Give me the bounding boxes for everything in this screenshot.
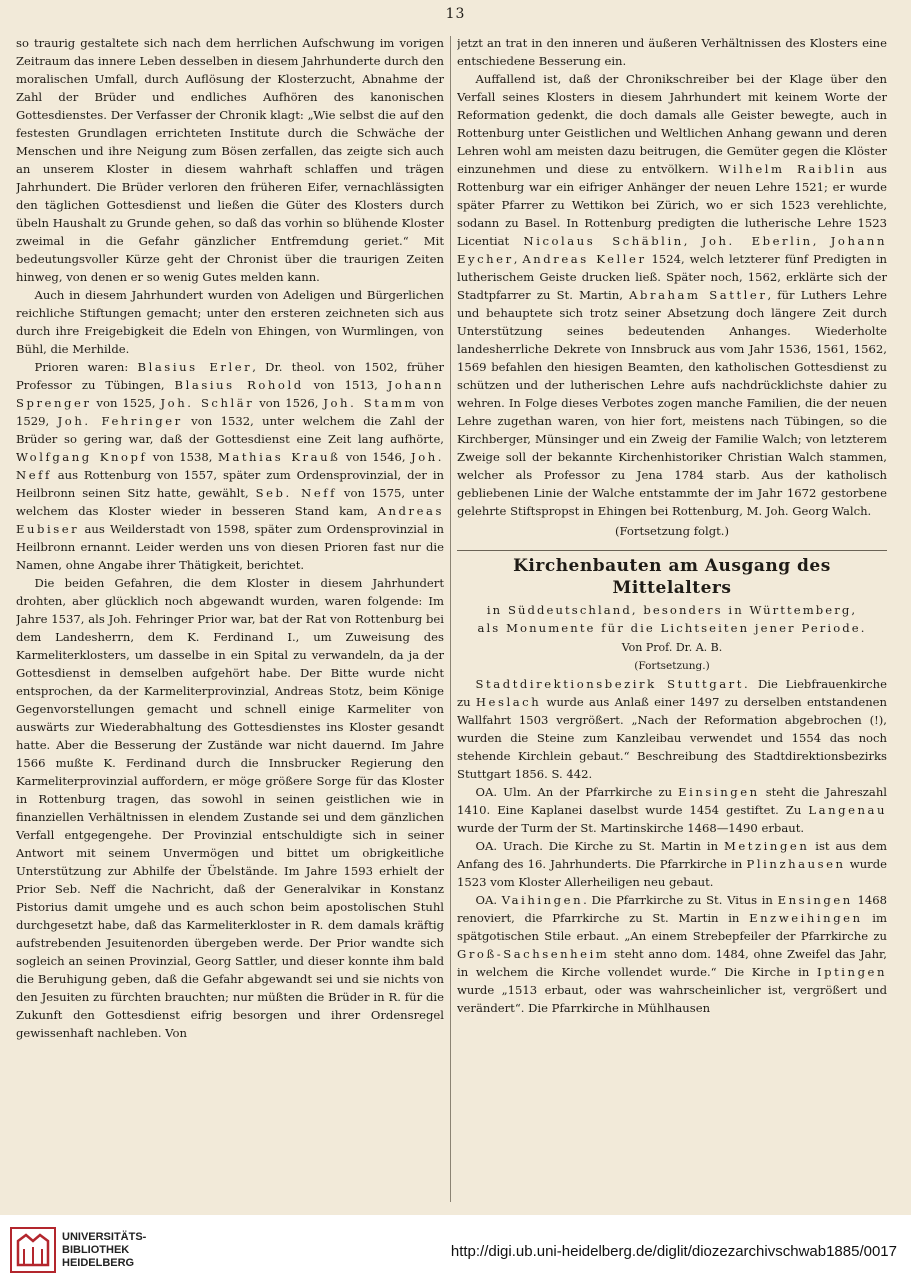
text-run: , Dr. theol. von 1502, früher Professor zu Tübingen, [16, 360, 444, 392]
person-name: Joh. Stamm [323, 396, 419, 410]
text-run: OA. Urach. Die Kirche zu St. Martin in [475, 839, 724, 853]
article-subtitle: in Süddeutschland, besonders in Württemberg, [486, 603, 858, 617]
text-run: von 1532, unter welchem die Zahl der Brüder so gering war, daß der Gottesdienst eine Zeit lang aufhörte, [16, 414, 444, 446]
place-name: Langenau [808, 803, 887, 817]
text-run: , [513, 252, 523, 266]
text-run: wurde 1523 vom Kloster Allerheiligen neu gebaut. [457, 857, 887, 889]
person-name: Blasius Erler [137, 360, 253, 374]
text-run: von 1526, [254, 396, 324, 410]
text-run: im spätgotischen Stile erbaut. „An einem Strebepfeiler der Pfarrkirche zu [457, 911, 887, 943]
place-name: Ensingen [777, 893, 853, 907]
paragraph: jetzt an trat in den inneren und äußeren Verhältnissen des Klosters eine entschiedene Besserung ein. [457, 36, 887, 68]
continuation-note: (Fortsetzung.) [634, 660, 710, 672]
text-run: aus Weilderstadt von 1598, später zum Ordensprovinzial in Heilbronn ernannt. Leider werden uns von diesen Prioren fast nur die Namen, ohne Angabe ihrer Thätigkeit, berichtet. [16, 522, 444, 572]
place-name: Enzweihingen [749, 911, 863, 925]
paragraph: so traurig gestaltete sich nach dem herrlichen Aufschwung im vorigen Zeitraum das innere Leben desselben in diesem Jahrhunderte durch den moralischen Umfall, durch Auflösung der Klosterzucht, Abnahme der Zahl der Brüder und endliches Aufhören des kanonischen Gottesdienstes. Der Verfasser der Chronik klagt: „Wie selbst die auf den festesten Grundlagen errichteten Institute durch die Schwäche der Menschen und ihre Neigung zum Bösen zerfallen, das zeigte sich auch an unserem Kloster in diesem wahrhaft schlaffen und trägen Jahrhundert. Die Brüder verloren den früheren Eifer, vernachlässigten den täglichen Gottesdienst und ließen die Güter des Klosters durch übeln Haushalt zu Grunde gehen, so daß das vorhin so blühende Kloster zweimal in die Gefahr gänzlicher Entfremdung geriet.“ Mit bedeutungsvoller Kürze geht der Chronist über die traurigen Zeiten hinweg, von denen er so wenig Gutes melden kann. [16, 36, 444, 284]
person-name: Johann Eycher [457, 234, 887, 266]
place-name: Einsingen [678, 785, 760, 799]
district-paragraph [457, 783, 887, 837]
person-name: Blasius Rohold [174, 378, 304, 392]
text-run: wurde „1513 erbaut, oder was wahrscheinlicher ist, vergrößert und verändert“. Die Pfarrkirche in Mühlhausen [457, 983, 887, 1015]
text-run: Die Liebfrauenkirche zu [457, 677, 887, 709]
text-run: von 1529, [16, 396, 444, 428]
place-name: Metzingen [723, 839, 810, 853]
text-run: , für Luthers Lehre und behauptete sich trotz seiner Absetzung doch längere Zeit durch Unterstützung seines bedeutenden Anhanges. Wiederholte landesherrliche Dekrete von Innsbruck aus vom Jahr 1536, 1561, 1562, 1569 befahlen den hiesigen Beamten, den katholischen Gottesdienst zu schützen und der lutherischen Lehre aufs nachdrücklichste dahier zu wehren. In Folge dieses Verbotes zogen manche Familien, die der neuen Lehre zugethan waren, von hier fort, meistens nach Tübingen, so die Kirchberger, Münsinger und ein Zweig der Familie Walch; von letzterem Zweige soll der bekannte Kirchenhistoriker Christian Walch stammen, welcher als Professor zu Jena 1784 starb. Aus der katholisch gebliebenen Linie der Walche entstammte der im Jahr 1672 gestorbene gelehrte Stiftspropst in Ehingen bei Rottenburg, M. Joh. Georg Walch. [457, 288, 887, 518]
text-run: von 1546, [340, 450, 411, 464]
text-run: ist aus dem Anfang des 16. Jahrhunderts. Die Pfarrkirche in [457, 839, 887, 871]
text-run: OA. Ulm. An der Pfarrkirche zu [475, 785, 679, 799]
person-name: Mathias Krauß [217, 450, 341, 464]
text-run: , [683, 234, 702, 248]
continuation-note: (Fortsetzung folgt.) [614, 524, 729, 538]
text-run: Prioren waren: [34, 360, 138, 374]
source-url-link[interactable]: http://digi.ub.uni-heidelberg.de/diglit/diozezarchivschwab1885/0017 [450, 1243, 897, 1260]
text-run: von 1513, [303, 378, 388, 392]
person-name: Andreas Eubiser [16, 504, 444, 536]
text-run: von 1525, [91, 396, 161, 410]
person-name: Wilhelm Raiblin [718, 162, 857, 176]
library-name-line: HEIDELBERG [62, 1257, 135, 1269]
district-paragraph [457, 891, 887, 1017]
person-name: Wolfgang Knopf [16, 450, 148, 464]
text-run: aus Rottenburg von 1557, später zum Ordensprovinzial, der in Heilbronn seinen Sitz hatte, gewählt, [16, 468, 444, 500]
article-byline: Von Prof. Dr. A. B. [621, 641, 723, 654]
library-name [62, 1231, 146, 1270]
column-divider [450, 36, 451, 1202]
text-run: . Die Pfarrkirche zu St. Vitus in [583, 893, 778, 907]
text-run: 1468 renoviert, die Pfarrkirche zu St. Martin in [457, 893, 887, 925]
library-name-line: BIBLIOTHEK [62, 1244, 130, 1256]
left-column [16, 34, 444, 1206]
right-column [457, 34, 887, 1206]
page-number: 13 [445, 6, 466, 22]
text-run: steht anno dom. 1484, ohne Zweifel das Jahr, in welchem die Kirche vollendet wurde.“ Die Kirche in [457, 947, 887, 979]
person-name: Nicolaus Schäblin [523, 234, 684, 248]
person-name: Andreas Keller [522, 252, 647, 266]
reformation-paragraph [457, 70, 887, 520]
district-label: Stadtdirektionsbezirk Stuttgart. [475, 677, 751, 691]
text-run: OA. [475, 893, 502, 907]
text-run: wurde der Turm der St. Martinskirche 1468—1490 erbaut. [457, 821, 805, 835]
text-run: wurde aus Anlaß einer 1497 zu derselben entstandenen Wallfahrt 1503 vergrößert. „Nach der Reformation abgebrochen (!), wurden die Steine zum Kanzleibau verwendet und 1554 das noch stehende Kirchlein gebaut.“ Beschreibung des Stadtdirektionsbezirks Stuttgart 1856. S. 442. [457, 695, 887, 781]
person-name: Johann Sprenger [16, 378, 444, 410]
place-name: Iptingen [816, 965, 887, 979]
paragraph: Die beiden Gefahren, die dem Kloster in diesem Jahrhundert drohten, aber glücklich noch abgewandt wurden, waren folgende: Im Jahre 1537, als Joh. Fehringer Prior war, bat der Rat von Rottenburg bei dem Landesherrn, dem K. Ferdinand I., um Zuweisung des Karmeliterklosters, um dasselbe in ein Spital zu verwandeln, da ja der Gottesdienst in demselben aufgehört habe. Der Bitte wurde nicht entsprochen, da der Karmeliterprovinzial, Andreas Stotz, beim Könige Gegenvorstellungen gemacht und schnell einige Karmeliter von auswärts zur Wiederabhaltung des Gottesdienstes ins Kloster gesandt hatte. Aber die Besserung der Zustände war nicht dauernd. Im Jahre 1566 mußte K. Ferdinand durch die Innsbrucker Regierung den Karmeliterprovinzial auffordern, er möge größere Sorge für das Kloster in Rottenburg tragen, das sowohl in seinen geistlichen wie in finanziellen Verhältnissen in elendem Zustande sei und dem gänzlichen Verfall entgegengehe. Der Provinzial entschuldigte sich in seiner Antwort mit seinem Unvermögen und bittet um obrigkeitliche Unterstützung zur Abhilfe der Übelstände. Im Jahre 1593 erhielt der Prior Seb. Neff die Nachricht, daß der Generalvikar in Konstanz Pistorius damit umgehe und es auch schon beim apostolischen Stuhl durchgesetzt habe, daß das Karmeliterkloster in R. dem damals kräftig aufstrebenden Jesuitenorden übergeben werde. Der Prior wandte sich sogleich an seinen Provinzial, Georg Sattler, und dieser konnte ihm bald die Beruhigung geben, daß die Gefahr abgewandt sei und sie nichts von den Jesuiten zu fürchten brauchten; nur müßten die Brüder in R. für die Zukunft den Gottesdienst eifrig besorgen und ihrer Ordensregel gewissenhaft nachleben. Von [16, 576, 444, 1040]
prior-list-paragraph [16, 358, 444, 574]
library-name-line: UNIVERSITÄTS- [62, 1231, 147, 1243]
place-name: Heslach [475, 695, 542, 709]
text-run: , [812, 234, 831, 248]
district-paragraph [457, 837, 887, 891]
person-name: Joh. Schlär [160, 396, 255, 410]
place-name: Plinzhausen [746, 857, 846, 871]
university-seal-icon[interactable] [10, 1227, 56, 1273]
text-run: von 1538, [147, 450, 218, 464]
person-name: Joh. Eberlin [701, 234, 813, 248]
place-name: Groß-Sachsenheim [457, 947, 610, 961]
text-run: Auffallend ist, daß der Chronikschreiber bei der Klage über den Verfall seines Klosters in diesem Jahrhundert mit keinem Worte der Reformation gedenkt, die doch damals alle Geister bewegte, auch in Rottenburg unter Geistlichen und Weltlichen Anhang gewann und deren Lehren wohl am meisten dazu beitrugen, die Gemüter gegen die Klöster einzunehmen und diese zu entvölkern. [457, 72, 887, 176]
section-rule [457, 550, 887, 551]
article-heading: Kirchenbauten am Ausgang des Mittelalters [513, 556, 831, 598]
person-name: Abraham Sattler [629, 288, 768, 302]
paragraph: Auch in diesem Jahrhundert wurden von Adeligen und Bürgerlichen reichliche Stiftungen gemacht; unter den ersteren zeichneten sich aus durch ihre Freigebigkeit die Edeln von Ehingen, von Wurmlingen, von Bühl, die Merhilde. [16, 288, 444, 356]
person-name: Seb. Neff [255, 486, 337, 500]
person-name: Joh. Neff [16, 450, 444, 482]
text-run: 1524, welch letzterer fünf Predigten in lutherischem Geiste drucken ließ. Später noch, 1562, erklärte sich der Stadtpfarrer zu St. Martin, [457, 252, 887, 302]
footer-bar [0, 1215, 911, 1286]
text-run: von 1575, unter welchem das Kloster wieder in besseren Stand kam, [16, 486, 444, 518]
district-paragraph [457, 675, 887, 783]
text-run: aus Rottenburg war ein eifriger Anhänger der neuen Lehre 1521; er wurde später Pfarrer zu Wettikon bei Zürich, wo er sich 1523 verehlichte, sodann zu Basel. In Rottenburg predigten die lutherische Lehre 1523 Licentiat [457, 162, 887, 248]
person-name: Joh. Fehringer [57, 414, 183, 428]
place-name: Vaihingen [501, 893, 584, 907]
article-subtitle: als Monumente für die Lichtseiten jener Periode. [477, 621, 867, 635]
text-run: steht die Jahreszahl 1410. Eine Kaplanei daselbst wurde 1454 gestiftet. Zu [457, 785, 887, 817]
